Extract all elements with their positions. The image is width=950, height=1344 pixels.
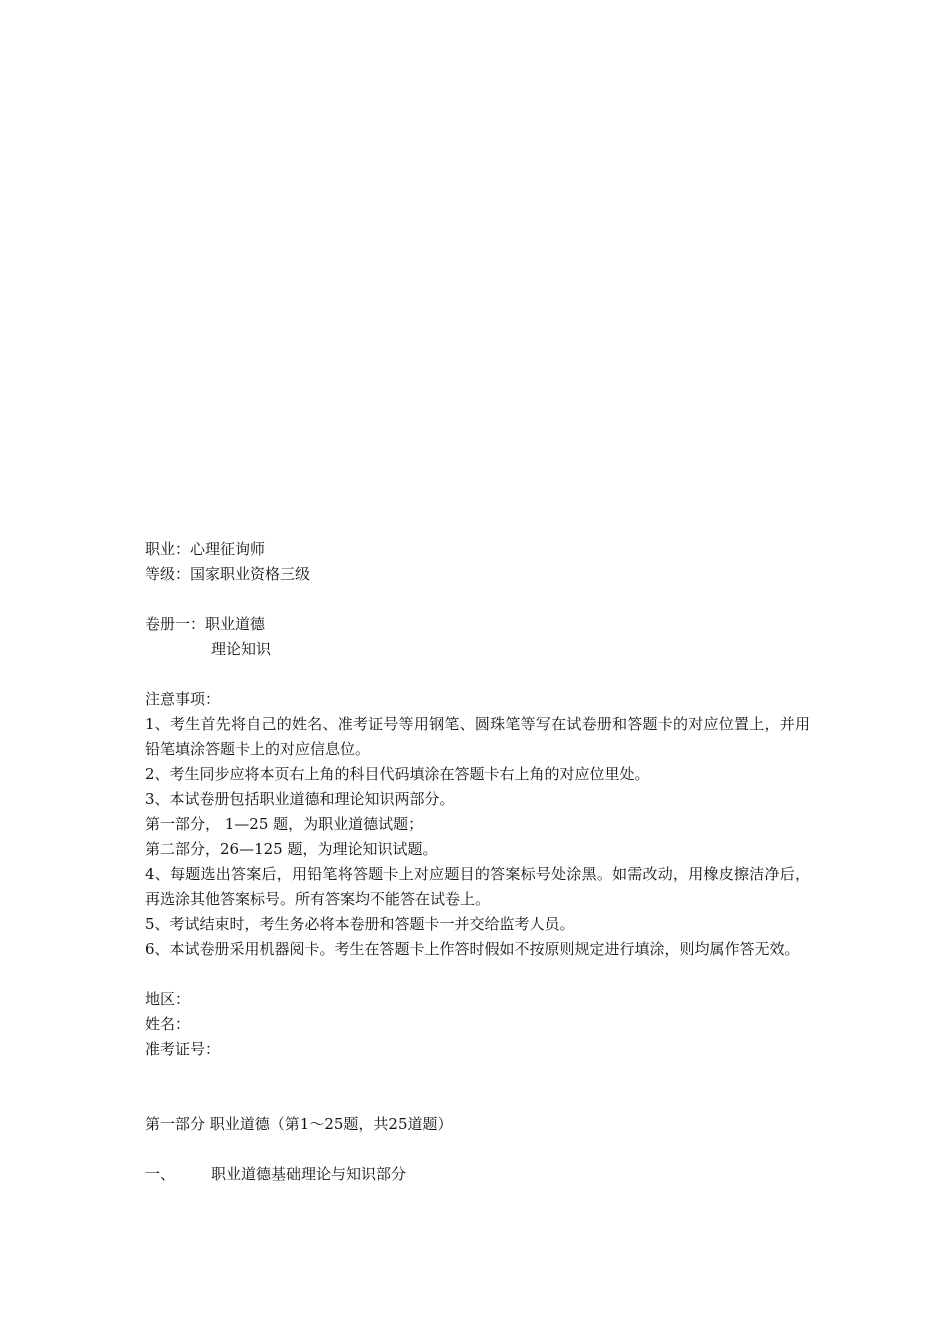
notes-title: 注意事项： — [145, 690, 221, 708]
spacer — [145, 1137, 810, 1162]
note-item-5: 5、考试结束时，考生务必将本卷册和答题卡一并交给监考人员。 — [145, 915, 575, 933]
section-title: 职业道德基础理论与知识部分 — [211, 1165, 407, 1183]
volume-line-2: 理论知识 — [211, 640, 272, 658]
note-item-1: 1、考生首先将自己的姓名、准考证号等用钢笔、圆珠笔等写在试卷册和答题卡的对应位置上，并用铅笔填涂答题卡上的对应信息位。 — [145, 715, 810, 758]
name-field: 姓名： — [145, 1015, 191, 1033]
note-item-3: 3、本试卷册包括职业道德和理论知识两部分。 — [145, 790, 455, 808]
spacer — [145, 1062, 810, 1112]
note-part-1: 第一部分， 1—25 题，为职业道德试题； — [145, 815, 424, 833]
section-number: 一、 — [145, 1165, 176, 1183]
level-line: 等级：国家职业资格三级 — [145, 565, 311, 583]
occupation-line: 职业：心理征询师 — [145, 540, 266, 558]
spacer — [145, 662, 810, 687]
region-field: 地区： — [145, 990, 191, 1008]
note-item-6: 6、本试卷册采用机器阅卡。考生在答题卡上作答时假如不按原则规定进行填涂，则均属作答无效。 — [145, 940, 800, 958]
note-item-4: 4、每题选出答案后，用铅笔将答题卡上对应题目的答案标号处涂黑。如需改动，用橡皮擦洁净后，再选涂其他答案标号。所有答案均不能答在试卷上。 — [145, 865, 810, 908]
part-one-title: 第一部分 职业道德（第1～25题，共25道题） — [145, 1115, 453, 1133]
ticket-number-field: 准考证号： — [145, 1040, 221, 1058]
spacer — [145, 962, 810, 987]
note-part-2: 第二部分，26—125 题，为理论知识试题。 — [145, 840, 438, 858]
note-item-2: 2、考生同步应将本页右上角的科目代码填涂在答题卡右上角的对应位里处。 — [145, 765, 650, 783]
section-heading — [145, 1162, 810, 1187]
document-content — [145, 537, 810, 1187]
volume-line-1: 卷册一：职业道德 — [145, 615, 266, 633]
spacer — [145, 587, 810, 612]
